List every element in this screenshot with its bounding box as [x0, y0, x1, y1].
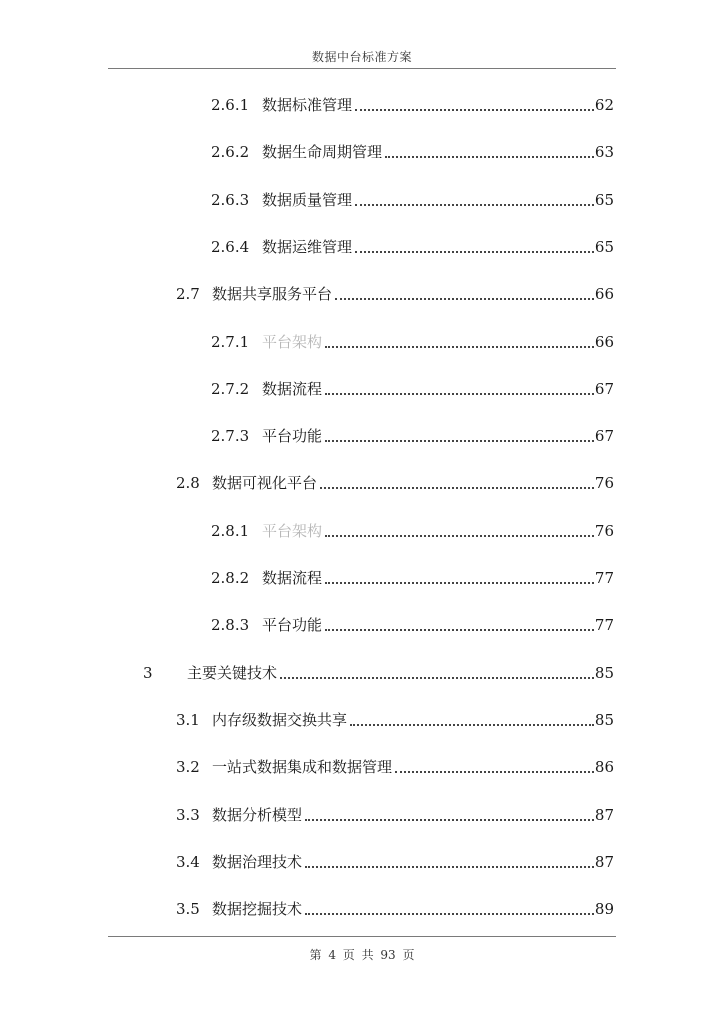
toc-entry-title: 平台架构 [262, 521, 323, 540]
toc-dot-leader [355, 109, 594, 111]
toc-dot-leader [325, 393, 594, 395]
toc-entry-number: 3.2 [176, 758, 200, 777]
toc-entry[interactable] [0, 851, 614, 873]
header-rule [108, 68, 616, 69]
toc-entry-number: 2.7.2 [211, 379, 250, 398]
toc-entry-title: 数据挖掘技术 [212, 900, 303, 919]
toc-entry-number: 3.1 [176, 710, 200, 729]
toc-dot-leader [385, 156, 594, 158]
toc-dot-leader [325, 346, 594, 348]
toc-entry-page-number: 77 [594, 569, 614, 587]
toc-entry-page-number: 76 [594, 474, 614, 493]
toc-entry[interactable] [0, 425, 614, 447]
toc-entry-number: 3.3 [176, 805, 200, 824]
toc-entry[interactable] [0, 662, 614, 684]
toc-entry[interactable] [0, 709, 614, 731]
toc-entry-number: 2.6.4 [211, 237, 250, 256]
toc-entry-page-number: 66 [594, 332, 614, 351]
toc-entry-title: 数据治理技术 [212, 852, 303, 871]
toc-entry-number: 2.8 [176, 474, 200, 493]
toc-entry-title: 平台架构 [262, 332, 323, 351]
toc-dot-leader [320, 487, 594, 489]
toc-entry[interactable] [0, 141, 614, 163]
toc-entry-title: 数据标准管理 [262, 96, 353, 114]
toc-entry-page-number: 67 [594, 379, 614, 398]
toc-entry-title: 一站式数据集成和数据管理 [212, 758, 393, 777]
toc-entry-page-number: 85 [594, 663, 614, 682]
toc-entry[interactable] [0, 756, 614, 778]
toc-dot-leader [355, 204, 594, 206]
toc-entry-page-number: 62 [594, 96, 614, 114]
toc-entry-title: 数据流程 [262, 569, 323, 587]
toc-entry-title: 数据运维管理 [262, 237, 353, 256]
toc-entry-title: 数据质量管理 [262, 190, 353, 209]
toc-entry-title: 数据分析模型 [212, 805, 303, 824]
toc-entry[interactable] [0, 898, 614, 920]
toc-entry[interactable] [0, 331, 614, 353]
toc-entry[interactable] [0, 283, 614, 305]
toc-entry[interactable] [0, 94, 614, 116]
toc-entry-number: 3.5 [176, 900, 200, 919]
toc-entry[interactable] [0, 567, 614, 589]
toc-entry-title: 数据可视化平台 [212, 474, 318, 493]
toc-entry-number: 3 [143, 663, 153, 682]
page-footer: 第 4 页 共 93 页 [309, 948, 415, 962]
toc-dot-leader [325, 535, 594, 537]
toc-entry[interactable] [0, 189, 614, 211]
running-header-title: 数据中台标准方案 [311, 50, 412, 64]
toc-dot-leader [335, 298, 594, 300]
toc-dot-leader [280, 677, 594, 679]
toc-entry-page-number: 65 [594, 237, 614, 256]
toc-entry-number: 2.7.3 [211, 427, 250, 446]
toc-entry-page-number: 87 [594, 852, 614, 871]
toc-entry-title: 内存级数据交换共享 [212, 710, 348, 729]
toc-entry-number: 2.6.2 [211, 143, 250, 162]
toc-entry[interactable] [0, 614, 614, 636]
toc-dot-leader [325, 440, 594, 442]
toc-dot-leader [325, 582, 594, 584]
toc-entry[interactable] [0, 236, 614, 258]
footer-rule [108, 936, 616, 937]
toc-entry-number: 2.6.3 [211, 190, 250, 209]
toc-entry[interactable] [0, 520, 614, 542]
toc-entry-number: 2.8.2 [211, 569, 250, 587]
toc-entry[interactable] [0, 472, 614, 494]
toc-entry-title: 平台功能 [262, 427, 323, 446]
toc-entry-page-number: 67 [594, 427, 614, 446]
toc-entry[interactable] [0, 804, 614, 826]
toc-dot-leader [350, 724, 594, 726]
toc-entry-title: 数据生命周期管理 [262, 143, 383, 162]
toc-entry-title: 平台功能 [262, 616, 323, 635]
toc-entry-number: 2.7.1 [211, 332, 250, 351]
toc-entry-title: 主要关键技术 [187, 663, 278, 682]
toc-entry-number: 2.8.3 [211, 616, 250, 635]
toc-entry-number: 2.7 [176, 285, 200, 304]
toc-entry-page-number: 89 [594, 900, 614, 919]
toc-entry-number: 2.8.1 [211, 521, 250, 540]
toc-entry-page-number: 87 [594, 805, 614, 824]
toc-dot-leader [305, 913, 594, 915]
toc-entry-page-number: 66 [594, 285, 614, 304]
toc-dot-leader [395, 771, 594, 773]
toc-dot-leader [305, 819, 594, 821]
toc-dot-leader [325, 629, 594, 631]
toc-entry-page-number: 77 [594, 616, 614, 635]
toc-entry-page-number: 65 [594, 190, 614, 209]
toc-entry-page-number: 85 [594, 710, 614, 729]
toc-entry-title: 数据流程 [262, 379, 323, 398]
toc-entry-number: 3.4 [176, 852, 200, 871]
toc-entry-page-number: 76 [594, 521, 614, 540]
toc-entry-title: 数据共享服务平台 [212, 285, 333, 304]
toc-dot-leader [355, 251, 594, 253]
toc-entry[interactable] [0, 378, 614, 400]
toc-entry-page-number: 63 [594, 143, 614, 162]
toc-entry-page-number: 86 [594, 758, 614, 777]
toc-entry-number: 2.6.1 [211, 96, 250, 114]
toc-dot-leader [305, 866, 594, 868]
